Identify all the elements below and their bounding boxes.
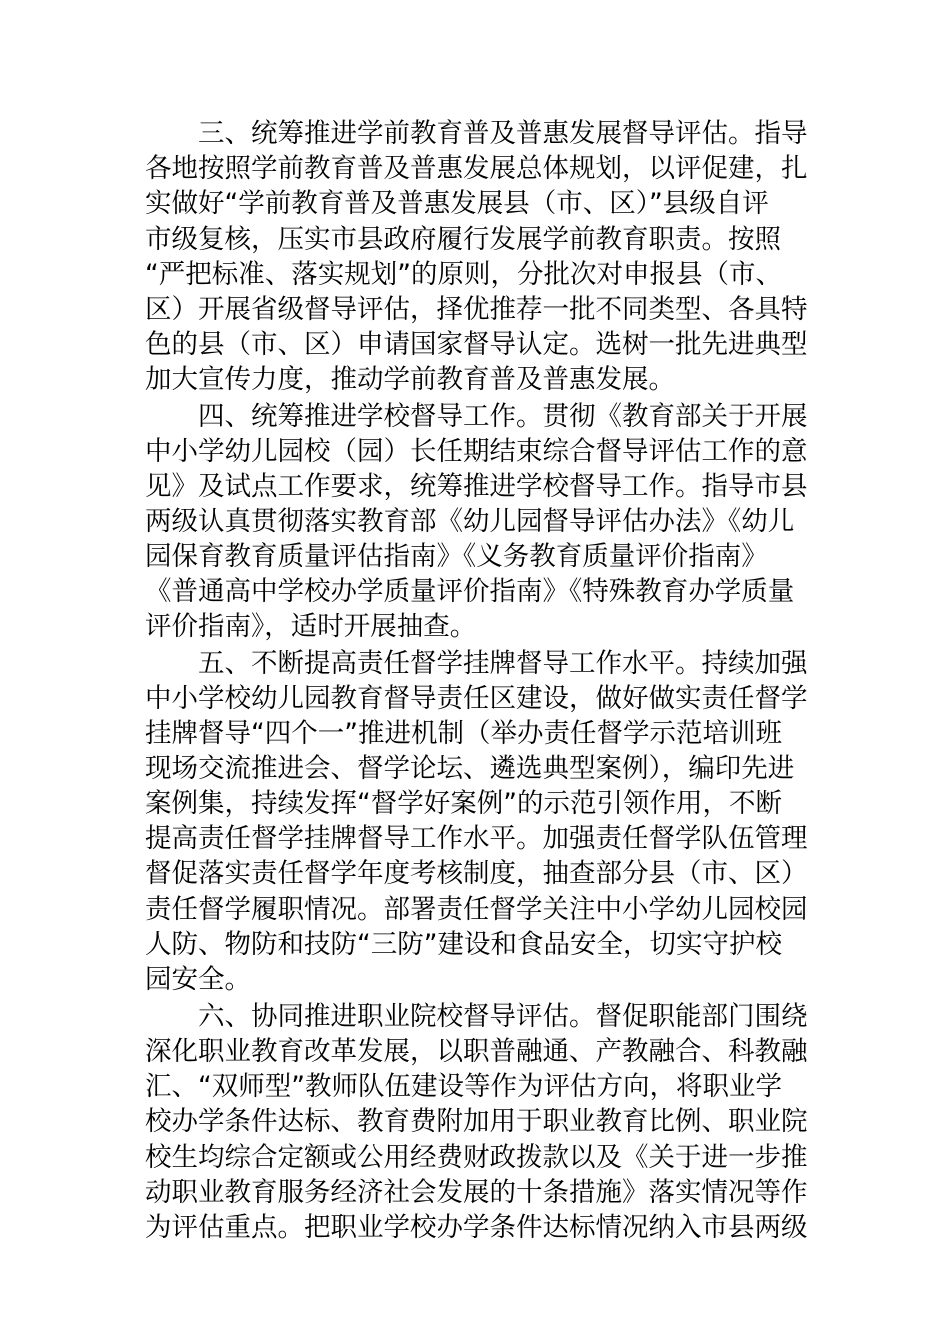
paragraph-6-line-2: 深化职业教育改革发展，以职普融通、产教融合、科教融 — [145, 1036, 808, 1067]
paragraph-5-line-1: 五、不断提高责任督学挂牌督导工作水平。持续加强 — [145, 648, 808, 679]
paragraph-3-line-2: 各地按照学前教育普及普惠发展总体规划，以评促建，扎 — [145, 153, 808, 184]
paragraph-6-line-7: 为评估重点。把职业学校办学条件达标情况纳入市县两级 — [145, 1212, 808, 1243]
paragraph-5-line-10: 园安全。 — [145, 964, 251, 995]
paragraph-3-line-3: 实做好“学前教育普及普惠发展县（市、区）”县级自评 — [145, 188, 769, 219]
paragraph-5-line-7: 督促落实责任督学年度考核制度，抽查部分县（市、区） — [145, 858, 808, 889]
paragraph-4-line-4: 两级认真贯彻落实教育部《幼儿园督导评估办法》《幼儿 — [145, 506, 795, 537]
paragraph-5-line-6: 提高责任督学挂牌督导工作水平。加强责任督学队伍管理 — [145, 823, 808, 854]
paragraph-5-line-8: 责任督学履职情况。部署责任督学关注中小学幼儿园校园 — [145, 894, 808, 925]
paragraph-4-line-7: 评价指南》，适时开展抽查。 — [145, 611, 477, 642]
paragraph-6-line-5: 校生均综合定额或公用经费财政拨款以及《关于进一步推 — [145, 1142, 808, 1173]
paragraph-3-line-4: 市级复核，压实市县政府履行发展学前教育职责。按照 — [145, 224, 781, 255]
paragraph-3-line-6: 区）开展省级督导评估，择优推荐一批不同类型、各具特 — [145, 294, 808, 325]
paragraph-3-line-7: 色的县（市、区）申请国家督导认定。选树一批先进典型 — [145, 329, 808, 360]
paragraph-4-line-3: 见》及试点工作要求，统筹推进学校督导工作。指导市县 — [145, 471, 808, 502]
paragraph-3-line-5: “严把标准、落实规划”的原则，分批次对申报县（市、 — [145, 259, 782, 290]
paragraph-3-line-8: 加大宣传力度，推动学前教育普及普惠发展。 — [145, 364, 675, 395]
paragraph-6-line-1: 六、协同推进职业院校督导评估。督促职能部门围绕 — [145, 1001, 808, 1032]
paragraph-6-line-4: 校办学条件达标、教育费附加用于职业教育比例、职业院 — [145, 1106, 808, 1137]
paragraph-4-line-5: 园保育教育质量评估指南》《义务教育质量评价指南》 — [145, 541, 768, 572]
paragraph-5-line-5: 案例集，持续发挥“督学好案例”的示范引领作用，不断 — [145, 788, 782, 819]
paragraph-5-line-4: 现场交流推进会、督学论坛、遴选典型案例），编印先进 — [145, 753, 795, 784]
paragraph-4-line-1: 四、统筹推进学校督导工作。贯彻《教育部关于开展 — [145, 401, 808, 432]
paragraph-5-line-9: 人防、物防和技防“三防”建设和食品安全，切实守护校 — [145, 929, 782, 960]
paragraph-4-line-6: 《普通高中学校办学质量评价指南》《特殊教育办学质量 — [145, 576, 795, 607]
paragraph-6-line-6: 动职业教育服务经济社会发展的十条措施》落实情况等作 — [145, 1177, 808, 1208]
paragraph-5-line-2: 中小学校幼儿园教育督导责任区建设，做好做实责任督学 — [145, 683, 808, 714]
paragraph-3-line-1: 三、统筹推进学前教育普及普惠发展督导评估。指导 — [145, 118, 808, 149]
paragraph-5-line-3: 挂牌督导“四个一”推进机制（举办责任督学示范培训班 — [145, 718, 782, 749]
paragraph-4-line-2: 中小学幼儿园校（园）长任期结束综合督导评估工作的意 — [145, 436, 808, 467]
paragraph-6-line-3: 汇、“双师型”教师队伍建设等作为评估方向，将职业学 — [145, 1071, 782, 1102]
